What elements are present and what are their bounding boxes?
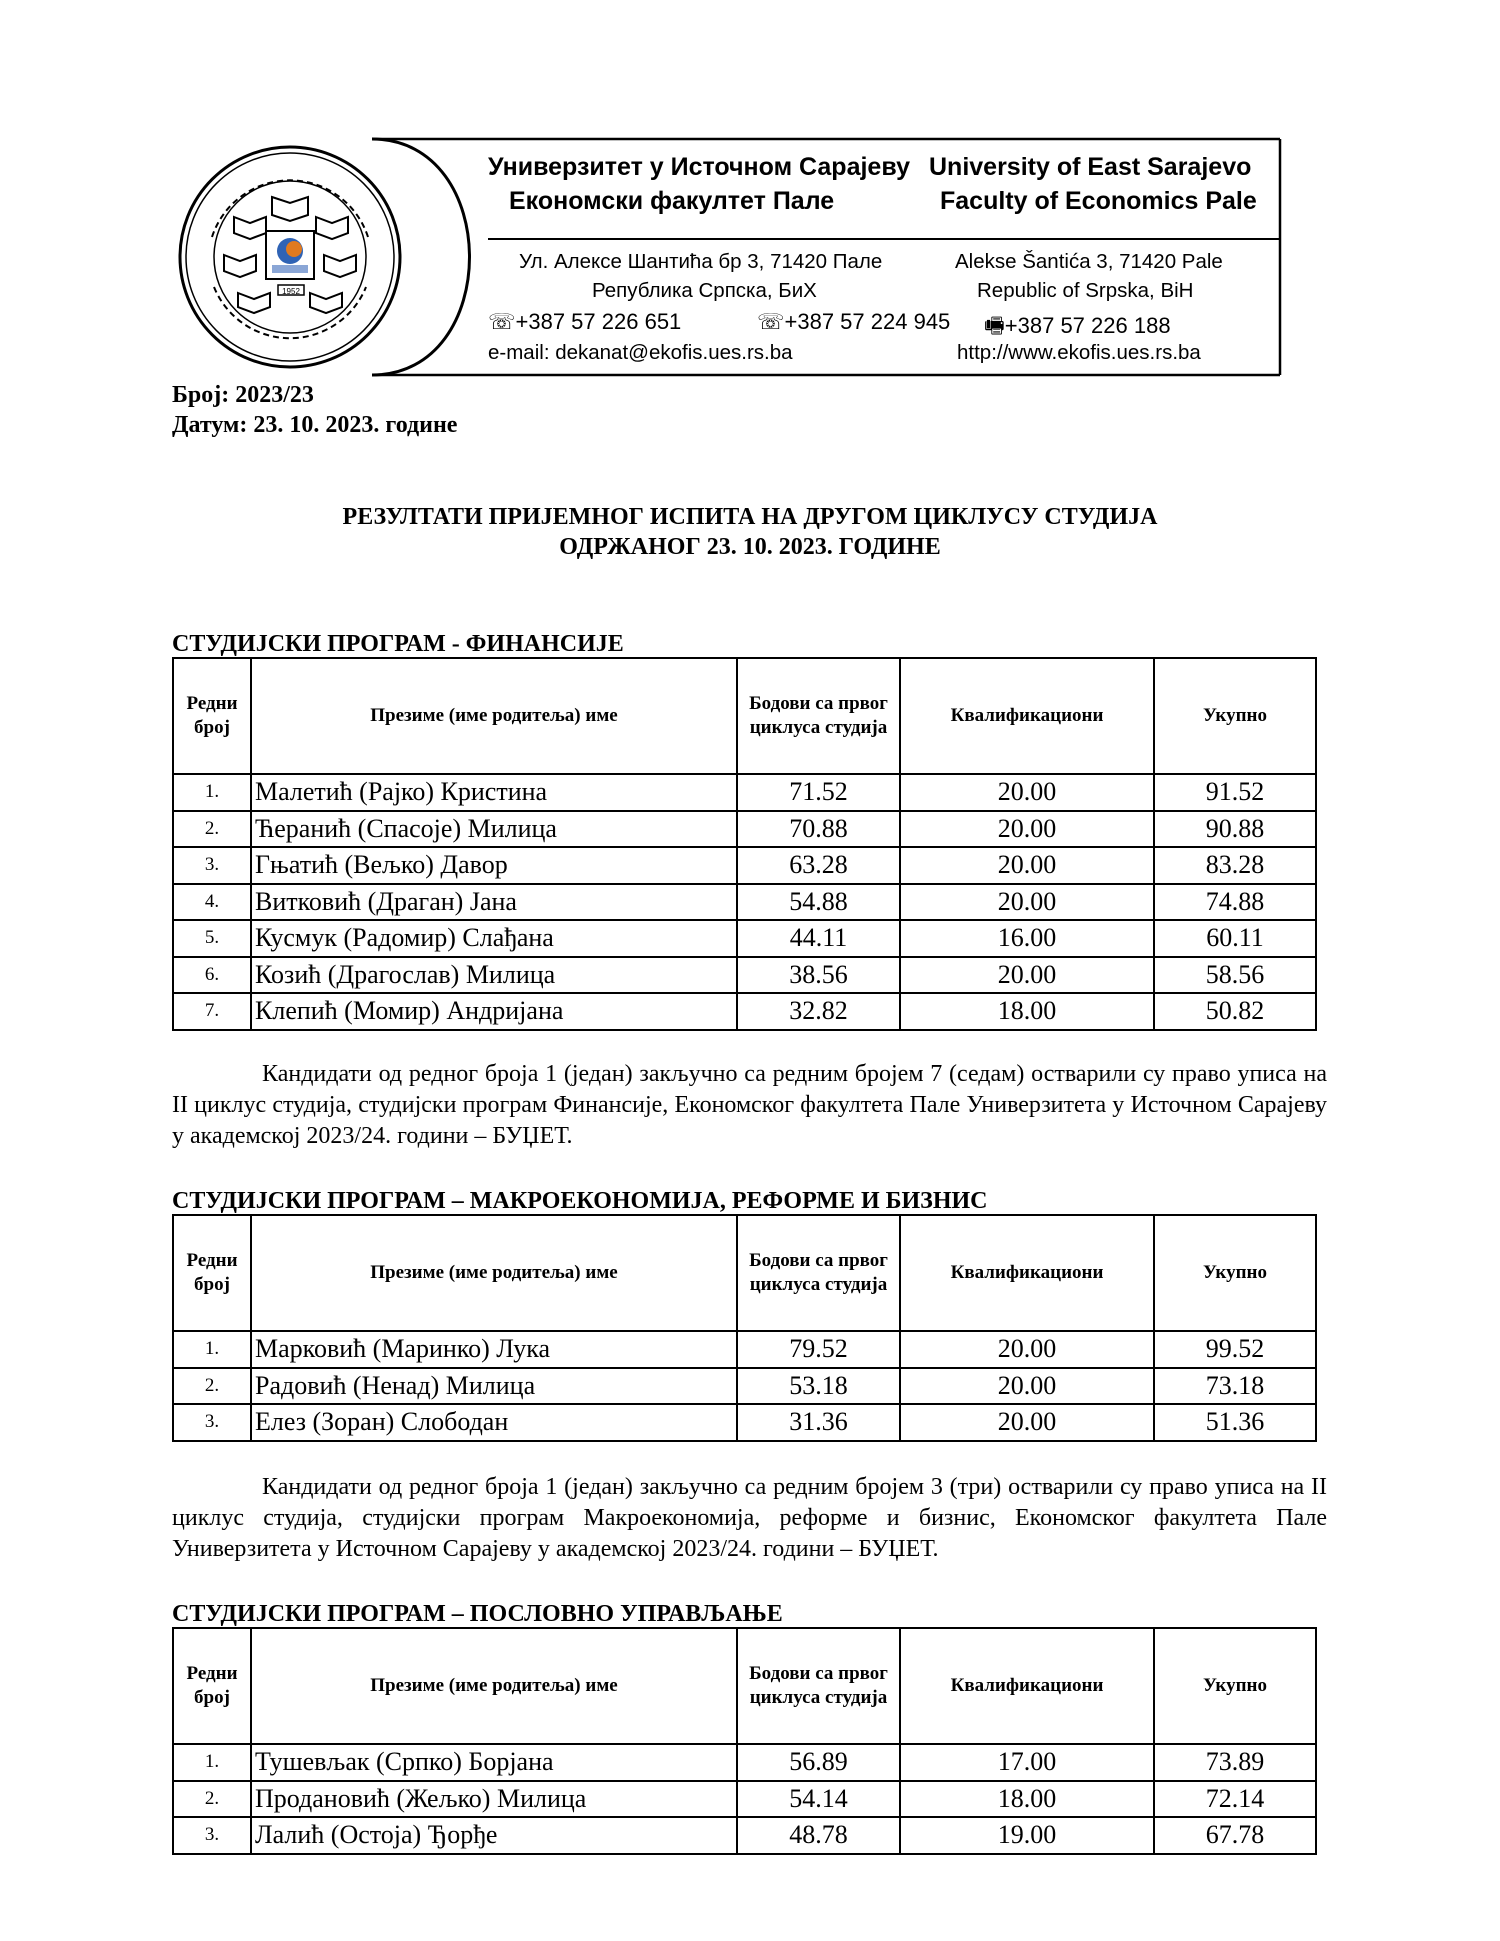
cell-first-cycle: 32.82 bbox=[737, 993, 900, 1030]
phone-2: ☏+387 57 224 945 bbox=[757, 309, 951, 334]
table-row bbox=[173, 1817, 1316, 1854]
table-row bbox=[173, 993, 1316, 1030]
table-row bbox=[173, 811, 1316, 848]
cell-first-cycle: 63.28 bbox=[737, 847, 900, 884]
cell-qualifying: 16.00 bbox=[900, 920, 1154, 957]
col-header-total: Укупно bbox=[1154, 1215, 1316, 1331]
col-header-qualifying: Квалификациони bbox=[900, 658, 1154, 774]
cell-name: Лалић (Остоја) Ђорђе bbox=[251, 1817, 737, 1854]
cell-qualifying: 19.00 bbox=[900, 1817, 1154, 1854]
cell-no: 7. bbox=[173, 993, 251, 1030]
document-number: Број: 2023/23 bbox=[172, 382, 314, 408]
cell-qualifying: 20.00 bbox=[900, 774, 1154, 811]
cell-first-cycle: 70.88 bbox=[737, 811, 900, 848]
cell-total: 73.18 bbox=[1154, 1368, 1316, 1405]
section-title-business-management: СТУДИЈСКИ ПРОГРАМ – ПОСЛОВНО УПРАВЉАЊЕ bbox=[172, 1601, 783, 1627]
col-header-no: Редни број bbox=[173, 1628, 251, 1744]
note-macroeconomics: Кандидати од редног броја 1 (један) закључно са редним бројем 3 (три) остварили су право уписа на II циклус студија, студијски програм Макроекономија, реформе и бизнис, Економског факултета Пале Универзитета у Источном Сарајеву у академској 2023/24. години – БУЏЕТ. bbox=[172, 1474, 1327, 1562]
cell-name: Гњатић (Вељко) Давор bbox=[251, 847, 737, 884]
cell-total: 67.78 bbox=[1154, 1817, 1316, 1854]
cell-name: Клепић (Момир) Андријана bbox=[251, 993, 737, 1030]
results-table-macroeconomics bbox=[172, 1214, 1317, 1442]
table-header-row bbox=[173, 1215, 1316, 1331]
cell-no: 1. bbox=[173, 774, 251, 811]
document-date: Датум: 23. 10. 2023. године bbox=[172, 412, 458, 438]
cell-total: 60.11 bbox=[1154, 920, 1316, 957]
table-row bbox=[173, 1744, 1316, 1781]
cell-first-cycle: 54.88 bbox=[737, 884, 900, 921]
faculty-seal-logo bbox=[172, 137, 412, 377]
cell-total: 72.14 bbox=[1154, 1781, 1316, 1818]
cell-first-cycle: 38.56 bbox=[737, 957, 900, 994]
cell-no: 2. bbox=[173, 1368, 251, 1405]
table-row bbox=[173, 884, 1316, 921]
cell-name: Козић (Драгослав) Милица bbox=[251, 957, 737, 994]
cell-first-cycle: 71.52 bbox=[737, 774, 900, 811]
table-row bbox=[173, 920, 1316, 957]
cell-total: 50.82 bbox=[1154, 993, 1316, 1030]
results-table-finance bbox=[172, 657, 1317, 1031]
table-header-row bbox=[173, 1628, 1316, 1744]
cell-name: Витковић (Драган) Јана bbox=[251, 884, 737, 921]
region-cyrillic: Република Српска, БиХ bbox=[592, 279, 817, 302]
cell-no: 6. bbox=[173, 957, 251, 994]
cell-first-cycle: 79.52 bbox=[737, 1331, 900, 1368]
cell-qualifying: 20.00 bbox=[900, 847, 1154, 884]
phone-icon: ☏ bbox=[757, 309, 785, 334]
university-name-cyrillic: Универзитет у Источном Сарајеву bbox=[488, 153, 910, 181]
table-row bbox=[173, 1368, 1316, 1405]
col-header-qualifying: Квалификациони bbox=[900, 1628, 1154, 1744]
cell-total: 90.88 bbox=[1154, 811, 1316, 848]
cell-no: 2. bbox=[173, 811, 251, 848]
col-header-total: Укупно bbox=[1154, 658, 1316, 774]
cell-first-cycle: 56.89 bbox=[737, 1744, 900, 1781]
address-latin: Alekse Šantića 3, 71420 Pale bbox=[955, 250, 1223, 273]
cell-name: Ћеранић (Спасоје) Милица bbox=[251, 811, 737, 848]
table-row bbox=[173, 957, 1316, 994]
phone-1: ☏+387 57 226 651 bbox=[488, 309, 682, 334]
table-row bbox=[173, 774, 1316, 811]
cell-total: 73.89 bbox=[1154, 1744, 1316, 1781]
cell-total: 74.88 bbox=[1154, 884, 1316, 921]
website-link[interactable]: http://www.ekofis.ues.rs.ba bbox=[957, 341, 1201, 364]
cell-qualifying: 17.00 bbox=[900, 1744, 1154, 1781]
cell-qualifying: 20.00 bbox=[900, 1331, 1154, 1368]
cell-no: 1. bbox=[173, 1331, 251, 1368]
fax: 🖷+387 57 226 188 bbox=[984, 313, 1171, 338]
cell-total: 91.52 bbox=[1154, 774, 1316, 811]
address-cyrillic: Ул. Алексе Шантића бр 3, 71420 Пале bbox=[519, 250, 883, 273]
letterhead bbox=[172, 137, 1282, 377]
table-row bbox=[173, 1331, 1316, 1368]
table-row bbox=[173, 1404, 1316, 1441]
university-name-latin: University of East Sarajevo bbox=[929, 153, 1252, 181]
col-header-qualifying: Квалификациони bbox=[900, 1215, 1154, 1331]
section-title-macroeconomics: СТУДИЈСКИ ПРОГРАМ – МАКРОЕКОНОМИЈА, РЕФОРМЕ И БИЗНИС bbox=[172, 1188, 988, 1214]
cell-name: Малетић (Рајко) Кристина bbox=[251, 774, 737, 811]
cell-qualifying: 18.00 bbox=[900, 1781, 1154, 1818]
cell-name: Марковић (Маринко) Лука bbox=[251, 1331, 737, 1368]
cell-first-cycle: 53.18 bbox=[737, 1368, 900, 1405]
faculty-name-latin: Faculty of Economics Pale bbox=[940, 187, 1257, 215]
results-table-business-management bbox=[172, 1627, 1317, 1855]
cell-total: 58.56 bbox=[1154, 957, 1316, 994]
cell-first-cycle: 44.11 bbox=[737, 920, 900, 957]
col-header-no: Редни број bbox=[173, 1215, 251, 1331]
cell-first-cycle: 54.14 bbox=[737, 1781, 900, 1818]
faculty-name-cyrillic: Економски факултет Пале bbox=[509, 187, 835, 215]
cell-no: 1. bbox=[173, 1744, 251, 1781]
phone-icon: ☏ bbox=[488, 309, 516, 334]
cell-name: Елез (Зоран) Слободан bbox=[251, 1404, 737, 1441]
cell-total: 83.28 bbox=[1154, 847, 1316, 884]
col-header-first-cycle: Бодови са првог циклуса студија bbox=[737, 1628, 900, 1744]
cell-no: 4. bbox=[173, 884, 251, 921]
cell-qualifying: 20.00 bbox=[900, 884, 1154, 921]
col-header-total: Укупно bbox=[1154, 1628, 1316, 1744]
cell-name: Продановић (Жељко) Милица bbox=[251, 1781, 737, 1818]
cell-total: 99.52 bbox=[1154, 1331, 1316, 1368]
cell-qualifying: 20.00 bbox=[900, 957, 1154, 994]
cell-qualifying: 20.00 bbox=[900, 811, 1154, 848]
table-row bbox=[173, 1781, 1316, 1818]
document-title-line-1: РЕЗУЛТАТИ ПРИЈЕМНОГ ИСПИТА НА ДРУГОМ ЦИКЛУСУ СТУДИЈА bbox=[342, 504, 1158, 530]
cell-qualifying: 20.00 bbox=[900, 1368, 1154, 1405]
region-latin: Republic of Srpska, BiH bbox=[977, 279, 1194, 302]
document-title-line-2: ОДРЖАНОГ 23. 10. 2023. ГОДИНЕ bbox=[559, 534, 941, 560]
cell-name: Тушевљак (Српко) Борјана bbox=[251, 1744, 737, 1781]
col-header-name: Презиме (име родитеља) име bbox=[251, 1215, 737, 1331]
col-header-no: Редни број bbox=[173, 658, 251, 774]
section-title-finance: СТУДИЈСКИ ПРОГРАМ - ФИНАНСИЈЕ bbox=[172, 631, 624, 657]
cell-first-cycle: 48.78 bbox=[737, 1817, 900, 1854]
cell-no: 5. bbox=[173, 920, 251, 957]
table-row bbox=[173, 847, 1316, 884]
col-header-first-cycle: Бодови са првог циклуса студија bbox=[737, 1215, 900, 1331]
cell-qualifying: 20.00 bbox=[900, 1404, 1154, 1441]
cell-name: Кусмук (Радомир) Слађана bbox=[251, 920, 737, 957]
cell-total: 51.36 bbox=[1154, 1404, 1316, 1441]
email[interactable]: e-mail: dekanat@ekofis.ues.rs.ba bbox=[488, 341, 793, 364]
cell-qualifying: 18.00 bbox=[900, 993, 1154, 1030]
cell-first-cycle: 31.36 bbox=[737, 1404, 900, 1441]
cell-no: 3. bbox=[173, 1817, 251, 1854]
col-header-name: Презиме (име родитеља) име bbox=[251, 1628, 737, 1744]
note-finance: Кандидати од редног броја 1 (један) закључно са редним бројем 7 (седам) остварили су право уписа на II циклус студија, студијски програм Финансије, Економског факултета Пале Универзитета у Источном Сарајеву у академској 2023/24. години – БУЏЕТ. bbox=[172, 1061, 1327, 1149]
cell-no: 3. bbox=[173, 847, 251, 884]
cell-no: 3. bbox=[173, 1404, 251, 1441]
cell-name: Радовић (Ненад) Милица bbox=[251, 1368, 737, 1405]
table-header-row bbox=[173, 658, 1316, 774]
col-header-first-cycle: Бодови са првог циклуса студија bbox=[737, 658, 900, 774]
fax-icon: 🖷 bbox=[984, 313, 1005, 338]
cell-no: 2. bbox=[173, 1781, 251, 1818]
col-header-name: Презиме (име родитеља) име bbox=[251, 658, 737, 774]
svg-text:1952: 1952 bbox=[282, 287, 300, 296]
